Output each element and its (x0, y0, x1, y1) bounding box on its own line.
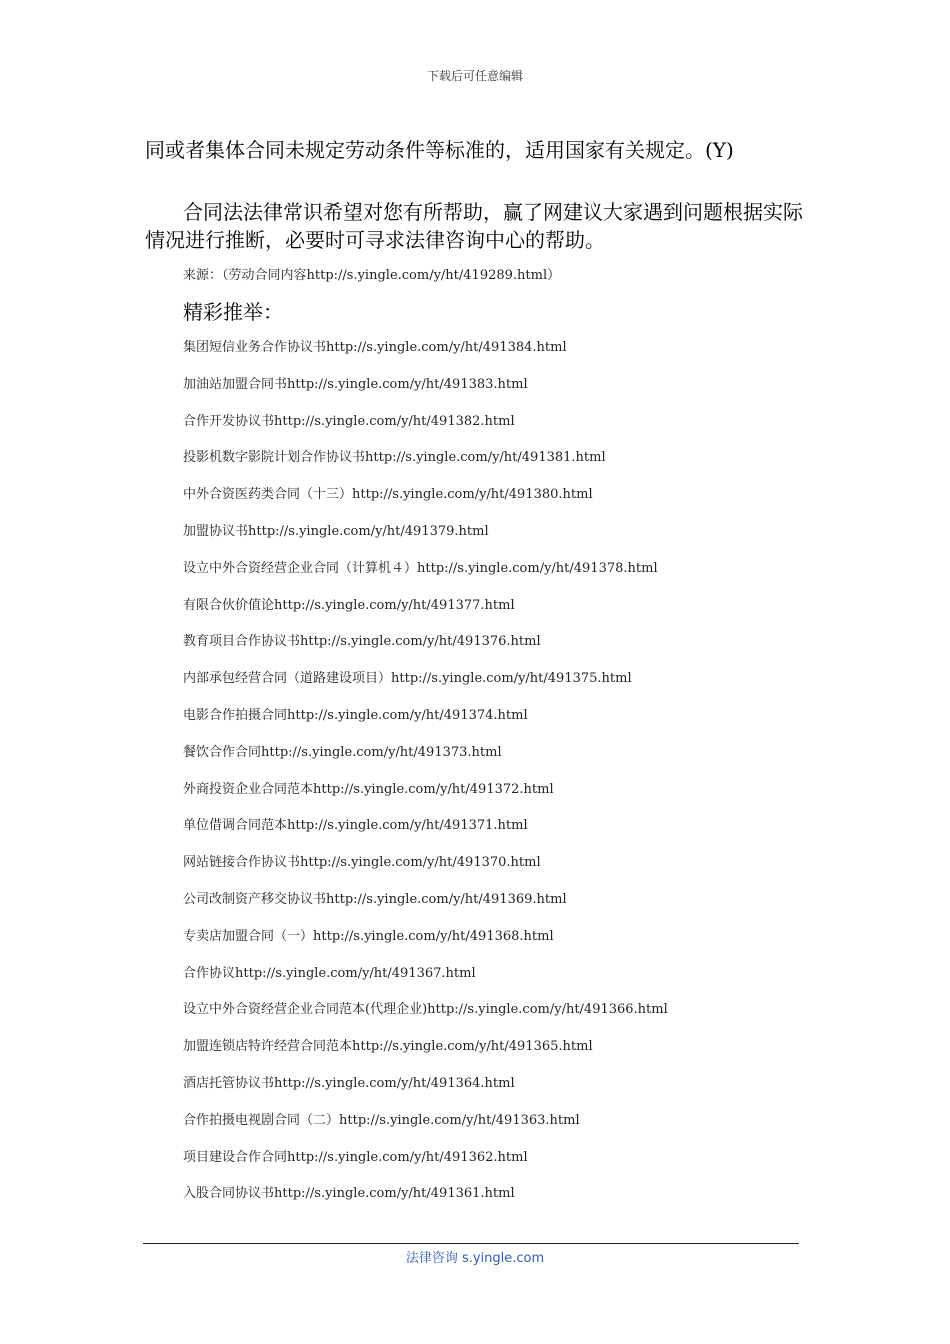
source-link[interactable]: 来源：（劳动合同内容http://s.yingle.com/y/ht/419289.html） (183, 268, 561, 283)
recommend-link[interactable]: 设立中外合资经营企业合同（计算机４）http://s.yingle.com/y/ht/491378.html (183, 560, 658, 576)
recommend-link[interactable]: 投影机数字影院计划合作协议书http://s.yingle.com/y/ht/491381.html (183, 450, 606, 466)
recommend-link[interactable]: 网站链接合作协议书http://s.yingle.com/y/ht/491370.html (183, 855, 541, 871)
recommend-link[interactable]: 合作协议http://s.yingle.com/y/ht/491367.html (183, 965, 476, 981)
recommend-link[interactable]: 中外合资医药类合同（十三）http://s.yingle.com/y/ht/491380.html (183, 487, 593, 503)
recommend-link[interactable]: 合作拍摄电视剧合同（二）http://s.yingle.com/y/ht/491363.html (183, 1112, 580, 1128)
recommend-link[interactable]: 教育项目合作协议书http://s.yingle.com/y/ht/491376.html (183, 634, 541, 650)
recommend-link[interactable]: 有限合伙价值论http://s.yingle.com/y/ht/491377.html (183, 597, 515, 613)
footer-link[interactable]: 法律咨询 s.yingle.com (405, 1251, 545, 1266)
recommend-link[interactable]: 单位借调合同范本http://s.yingle.com/y/ht/491371.html (183, 818, 528, 834)
recommend-link[interactable]: 专卖店加盟合同（一）http://s.yingle.com/y/ht/491368.html (183, 928, 554, 944)
recommend-link[interactable]: 加盟连锁店特许经营合同范本http://s.yingle.com/y/ht/491365.html (183, 1039, 593, 1055)
recommend-link[interactable]: 设立中外合资经营企业合同范本(代理企业)http://s.yingle.com/y/ht/491366.html (183, 1002, 668, 1018)
recommend-link[interactable]: 加油站加盟合同书http://s.yingle.com/y/ht/491383.html (183, 376, 528, 392)
page-header: 下载后可任意编辑 (426, 69, 523, 83)
recommend-link[interactable]: 餐饮合作合同http://s.yingle.com/y/ht/491373.html (183, 744, 502, 760)
recommend-link[interactable]: 电影合作拍摄合同http://s.yingle.com/y/ht/491374.html (183, 707, 528, 723)
recommend-link[interactable]: 外商投资企业合同范本http://s.yingle.com/y/ht/491372.html (183, 781, 554, 797)
recommend-link[interactable]: 集团短信业务合作协议书http://s.yingle.com/y/ht/491384.html (183, 340, 567, 355)
paragraph-continuation: 同或者集体合同未规定劳动条件等标准的，适用国家有关规定。(Y) (145, 138, 734, 162)
recommend-link[interactable]: 合作开发协议书http://s.yingle.com/y/ht/491382.html (183, 413, 515, 429)
recommend-list (183, 338, 668, 1221)
recommend-link[interactable]: 内部承包经营合同（道路建设项目）http://s.yingle.com/y/ht/491375.html (183, 671, 632, 687)
recommend-link[interactable]: 加盟协议书http://s.yingle.com/y/ht/491379.html (183, 523, 489, 539)
recommend-link[interactable]: 入股合同协议书http://s.yingle.com/y/ht/491361.html (183, 1186, 515, 1202)
recommend-link[interactable]: 公司改制资产移交协议书http://s.yingle.com/y/ht/491369.html (183, 891, 567, 907)
recommend-title: 精彩推举： (183, 300, 283, 324)
recommend-link[interactable]: 项目建设合作合同http://s.yingle.com/y/ht/491362.html (183, 1149, 528, 1165)
footer-divider (143, 1243, 799, 1244)
recommend-link[interactable]: 酒店托管协议书http://s.yingle.com/y/ht/491364.html (183, 1075, 515, 1091)
paragraph-advice: 合同法法律常识希望对您有所帮助，赢了网建议大家遇到问题根据实际情况进行推断，必要时可寻求法律咨询中心的帮助。 (145, 200, 803, 252)
